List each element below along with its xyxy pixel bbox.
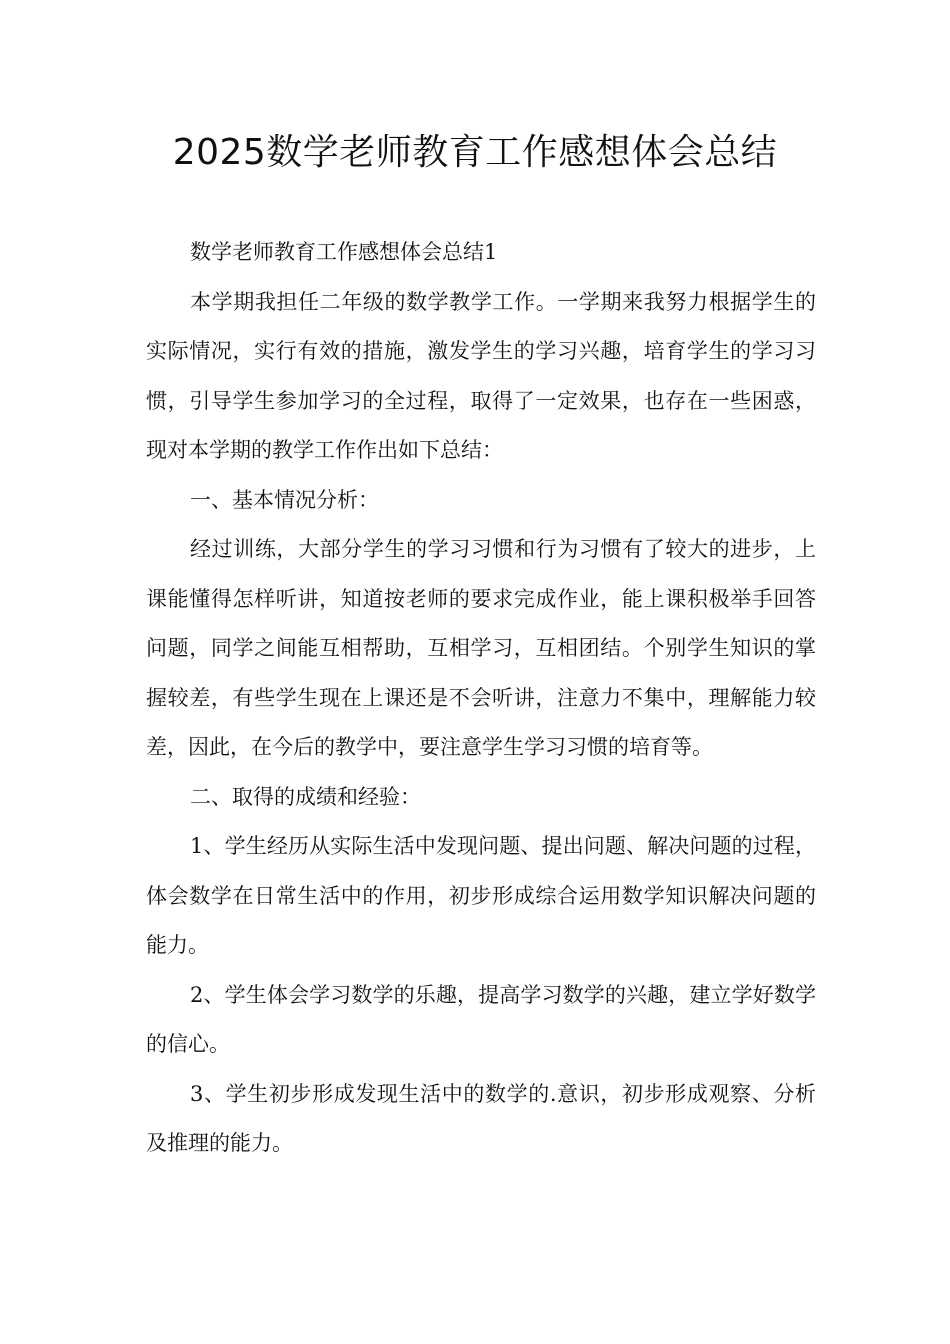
- achievement-item-1: 1、学生经历从实际生活中发现问题、提出问题、解决问题的过程，体会数学在日常生活中的作用，初步形成综合运用数学知识解决问题的能力。: [146, 834, 816, 957]
- intro-paragraph: 本学期我担任二年级的数学教学工作。一学期来我努力根据学生的实际情况，实行有效的措施，激发学生的学习兴趣，培育学生的学习习惯，引导学生参加学习的全过程，取得了一定效果，也存在一些困惑，现对本学期的教学工作作出如下总结：: [146, 289, 816, 462]
- section-heading-achievements: 二、取得的成绩和经验：: [190, 784, 421, 809]
- document-body: [146, 228, 816, 1169]
- section-heading: 数学老师教育工作感想体会总结1: [190, 240, 498, 264]
- analysis-paragraph: 经过训练，大部分学生的学习习惯和行为习惯有了较大的进步，上课能懂得怎样听讲，知道按老师的要求完成作业，能上课积极举手回答问题，同学之间能互相帮助，互相学习，互相团结。个别学生知识的掌握较差，有些学生现在上课还是不会听讲，注意力不集中，理解能力较差，因此，在今后的教学中，要注意学生学习习惯的培育等。: [146, 537, 816, 759]
- achievement-item-2: 2、学生体会学习数学的乐趣，提高学习数学的兴趣，建立学好数学的信心。: [146, 982, 816, 1056]
- achievement-item-3: 3、学生初步形成发现生活中的数学的.意识，初步形成观察、分析及推理的能力。: [146, 1081, 816, 1155]
- section-heading-basic-analysis: 一、基本情况分析：: [190, 487, 379, 512]
- document-title: 2025数学老师教育工作感想体会总结: [172, 132, 778, 173]
